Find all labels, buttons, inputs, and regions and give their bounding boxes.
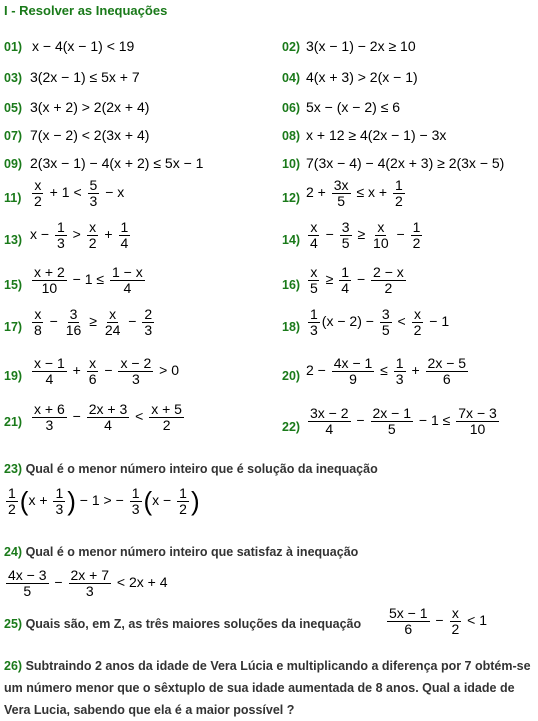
item-number: 20) bbox=[282, 369, 301, 383]
item-number: 10) bbox=[282, 157, 301, 171]
item-number: 19) bbox=[4, 369, 23, 383]
inequation-22: $\frac{3x - 2}{4}$ − $\frac{2x - 1}{5}$ − 1 ≤ $\frac{7x - 3}{10}$ bbox=[310, 405, 497, 437]
inequation: 5x − (x − 2) ≤ 6 bbox=[306, 99, 401, 115]
item-number: 07) bbox=[4, 129, 23, 143]
item-number: 15) bbox=[4, 278, 23, 292]
inequation-14: $\frac{x}{4}$ − $\frac{3}{5}$ ≥ $\frac{x}{10}$ − $\frac{1}{2}$ bbox=[310, 219, 421, 251]
item-number: 05) bbox=[4, 101, 23, 115]
item-number: 08) bbox=[282, 129, 301, 143]
inequation: 2(3x − 1) − 4(x + 2) ≤ 5x − 1 bbox=[30, 155, 204, 171]
inequation-16: $\frac{x}{5}$ ≥ $\frac{1}{4}$ − $\frac{2 - x}{2}$ bbox=[310, 264, 404, 296]
question-26: 26) Subtraindo 2 anos da idade de Vera Lúcia e multiplicando a diferença por 7 obtém-se um número menor que o sêxtuplo de sua idade aumentada de 8 anos. Qual a idade de Vera Lucia, sabendo que ela é a maior possível ? bbox=[4, 659, 531, 717]
inequation: 3(x + 2) > 2(2x + 4) bbox=[30, 99, 150, 115]
question-25: 25) Quais são, em Z, as três maiores soluções da inequação bbox=[4, 617, 362, 631]
inequation-19: $\frac{x - 1}{4}$ + $\frac{x}{6}$ − $\frac{x - 2}{3}$ > 0 bbox=[34, 355, 179, 387]
item-number: 22) bbox=[282, 420, 301, 434]
inequation: 7(x − 2) < 2(3x + 4) bbox=[30, 127, 150, 143]
inequation-23: $\frac{1}{2}$ (x + $\frac{1}{3}$ ) − 1 > − $\frac{1}{3}$ (x − $\frac{1}{2}$ ) bbox=[8, 485, 200, 517]
item-number: 04) bbox=[282, 71, 301, 85]
item-number: 01) bbox=[4, 40, 23, 54]
item-number: 21) bbox=[4, 415, 23, 429]
page-title: I - Resolver as Inequações bbox=[4, 3, 168, 18]
inequation: x + 12 ≥ 4(2x − 1) − 3x bbox=[306, 127, 447, 143]
inequation-24: $\frac{4x - 3}{5}$ − $\frac{2x + 7}{3}$ < 2x + 4 bbox=[8, 567, 168, 599]
item-number: 17) bbox=[4, 320, 23, 334]
inequation: 4(x + 3) > 2(x − 1) bbox=[306, 69, 418, 85]
inequation: 3(2x − 1) ≤ 5x + 7 bbox=[30, 69, 140, 85]
item-number: 09) bbox=[4, 157, 23, 171]
item-number: 14) bbox=[282, 233, 301, 247]
inequation-12: 2 + $\frac{3x}{5}$ ≤ x + $\frac{1}{2}$ bbox=[306, 177, 403, 209]
item-number: 18) bbox=[282, 320, 301, 334]
question-23: 23) Qual é o menor número inteiro que é solução da inequação bbox=[4, 462, 378, 476]
item-number: 06) bbox=[282, 101, 301, 115]
inequation: 7(3x − 4) − 4(2x + 3) ≥ 2(3x − 5) bbox=[306, 155, 505, 171]
inequation-20: 2 − $\frac{4x - 1}{9}$ ≤ $\frac{1}{3}$ + $\frac{2x - 5}{6}$ bbox=[306, 355, 467, 387]
item-number: 02) bbox=[282, 40, 301, 54]
inequation-15: $\frac{x + 2}{10}$ − 1 ≤ $\frac{1 - x}{4}$ bbox=[34, 264, 143, 296]
inequation: 3(x − 1) − 2x ≥ 10 bbox=[306, 38, 416, 54]
item-number: 16) bbox=[282, 278, 301, 292]
inequation-13: x − $\frac{1}{3}$ > $\frac{x}{2}$ + $\frac{1}{4}$ bbox=[30, 219, 129, 251]
item-number: 03) bbox=[4, 71, 23, 85]
inequation-11: $\frac{x}{2}$ + 1 < $\frac{5}{3}$ − x bbox=[34, 177, 125, 209]
inequation-25: $\frac{5x - 1}{6}$ − $\frac{x}{2}$ < 1 bbox=[389, 605, 488, 637]
question-24: 24) Qual é o menor número inteiro que satisfaz à inequação bbox=[4, 545, 359, 559]
item-number: 12) bbox=[282, 191, 301, 205]
inequation-21: $\frac{x + 6}{3}$ − $\frac{2x + 3}{4}$ < $\frac{x + 5}{2}$ bbox=[34, 401, 182, 433]
item-number: 13) bbox=[4, 233, 23, 247]
inequation-17: $\frac{x}{8}$ − $\frac{3}{16}$ ≥ $\frac{x}{24}$ − $\frac{2}{3}$ bbox=[34, 306, 153, 338]
inequation-18: $\frac{1}{3}$ (x − 2) − $\frac{3}{5}$ < $\frac{x}{2}$ − 1 bbox=[310, 306, 450, 338]
inequation: x − 4(x − 1) < 19 bbox=[32, 38, 135, 54]
item-number: 11) bbox=[4, 191, 22, 205]
